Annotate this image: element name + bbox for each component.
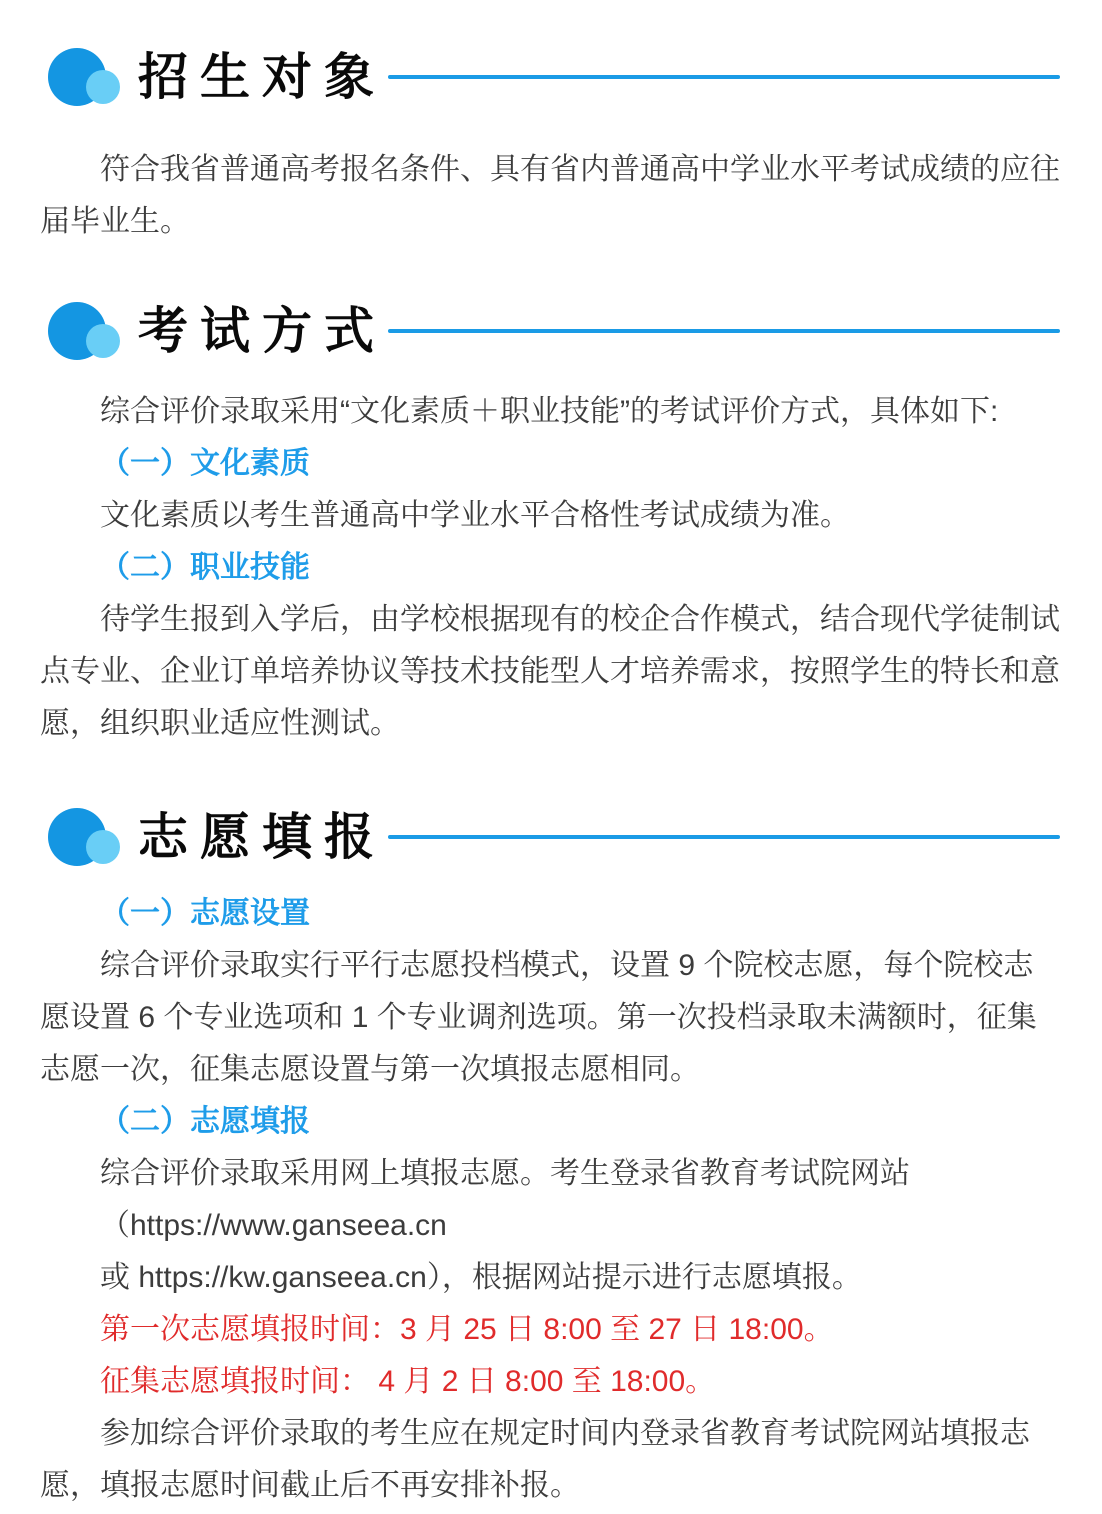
small-circle-shape	[86, 70, 120, 104]
enrollment-body	[40, 144, 1060, 248]
exam-body	[40, 386, 1060, 750]
section-application	[40, 806, 1060, 1512]
sub-heading-culture: （一）文化素质	[100, 447, 310, 480]
deadline-collection: 征集志愿填报时间： 4 月 2 日 8:00 至 18:00。	[100, 1365, 716, 1398]
body-paragraph: 待学生报到入学后，由学校根据现有的校企合作模式，结合现代学徒制试点专业、企业订单培养协议等技术技能型人才培养需求，按照学生的特长和意愿，组织职业适应性测试。	[40, 603, 1060, 740]
body-paragraph: 综合评价录取采用“文化素质＋职业技能”的考试评价方式，具体如下:	[100, 395, 999, 428]
section-enrollment	[40, 46, 1060, 248]
body-paragraph: 参加综合评价录取的考生应在规定时间内登录省教育考试院网站填报志愿，填报志愿时间截止后不再安排补报。	[40, 1417, 1030, 1502]
url-line-kw: 或 https://kw.ganseea.cn），根据网站提示进行志愿填报。	[100, 1261, 862, 1294]
section-heading-exam	[40, 300, 1060, 362]
section-title: 招生对象	[138, 49, 386, 105]
sub-heading-setup: （一）志愿设置	[100, 897, 310, 930]
dual-circle-icon	[40, 806, 124, 868]
heading-rule	[388, 329, 1060, 333]
small-circle-shape	[86, 324, 120, 358]
section-exam	[40, 300, 1060, 750]
dual-circle-icon	[40, 46, 124, 108]
body-paragraph: 符合我省普通高考报名条件、具有省内普通高中学业水平考试成绩的应往届毕业生。	[40, 153, 1060, 238]
deadline-first-round: 第一次志愿填报时间：3 月 25 日 8:00 至 27 日 18:00。	[100, 1313, 834, 1346]
section-heading-enrollment	[40, 46, 1060, 108]
heading-rule	[388, 835, 1060, 839]
small-circle-shape	[86, 830, 120, 864]
body-paragraph: 综合评价录取实行平行志愿投档模式，设置 9 个院校志愿，每个院校志愿设置 6 个专业选项和 1 个专业调剂选项。第一次投档录取未满额时，征集志愿一次，征集志愿设置与第一次填报志愿相同。	[40, 949, 1037, 1086]
body-paragraph: 综合评价录取采用网上填报志愿。考生登录省教育考试院网站	[100, 1157, 910, 1190]
section-title: 志愿填报	[138, 809, 386, 865]
application-body	[40, 888, 1060, 1512]
sub-heading-filling: （二）志愿填报	[100, 1105, 310, 1138]
dual-circle-icon	[40, 300, 124, 362]
section-heading-application	[40, 806, 1060, 868]
sub-heading-skill: （二）职业技能	[100, 551, 310, 584]
url-line-www: （https://www.ganseea.cn	[100, 1209, 447, 1242]
body-paragraph: 文化素质以考生普通高中学业水平合格性考试成绩为准。	[100, 499, 850, 532]
heading-rule	[388, 75, 1060, 79]
section-title: 考试方式	[138, 303, 386, 359]
